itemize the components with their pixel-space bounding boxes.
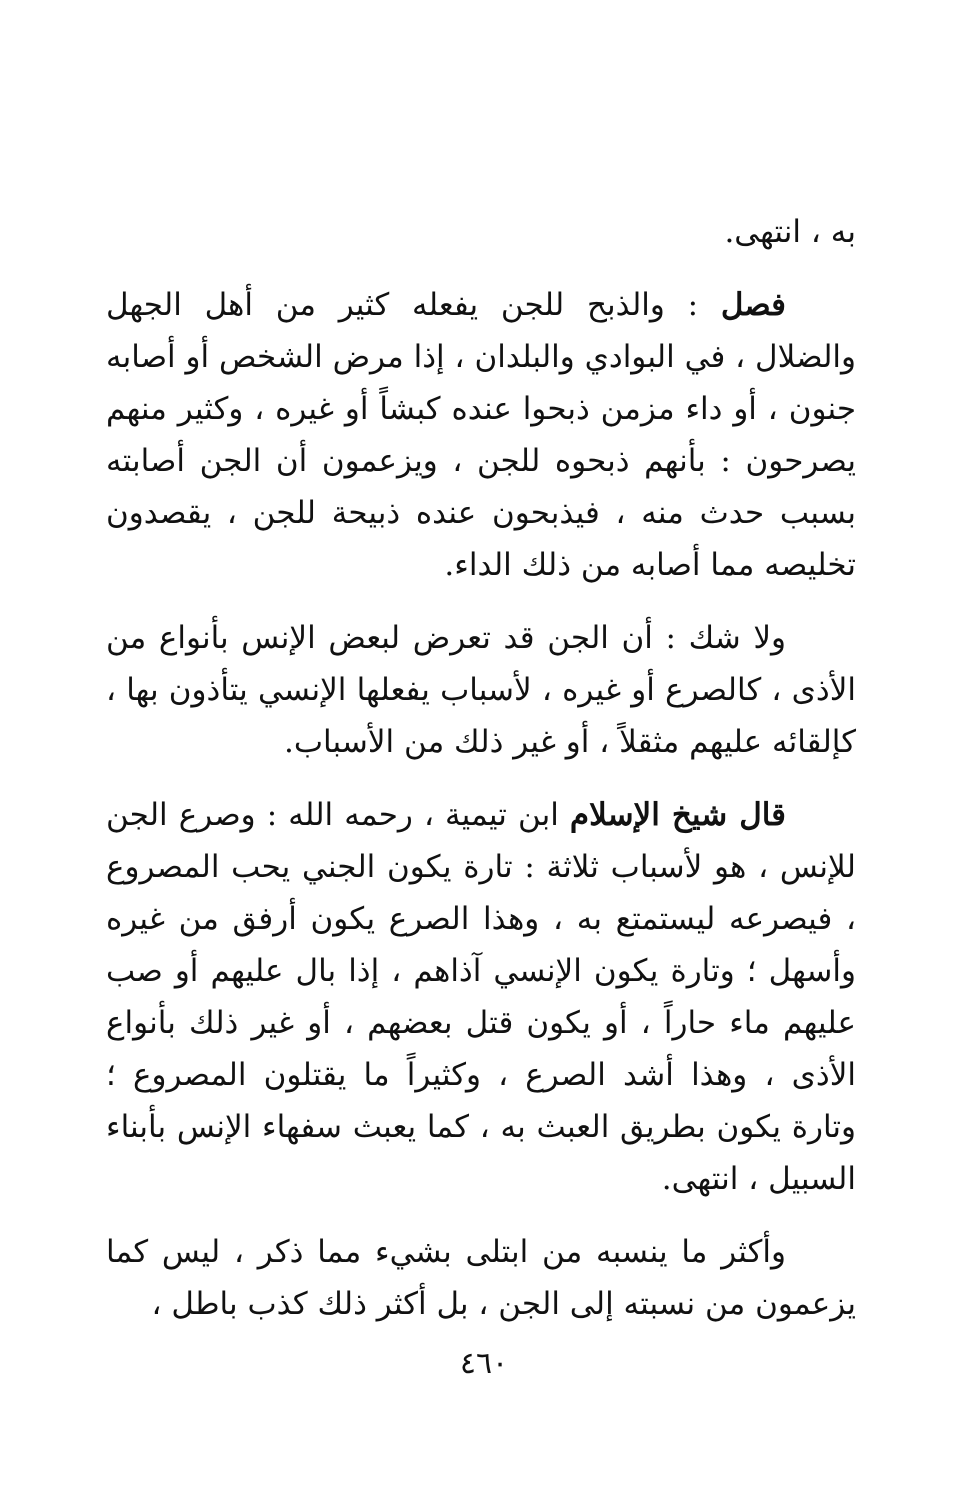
paragraph-text: به ، انتهى. <box>724 214 856 250</box>
paragraph-heading: قال شيخ الإسلام <box>569 797 786 833</box>
page-number: ٤٦٠ <box>459 1346 509 1381</box>
paragraph-ibn-taymiyyah-quote <box>106 789 856 1205</box>
paragraph-text: وأكثر ما ينسبه من ابتلى بشيء مما ذكر ، ليس كما يزعمون من نسبته إلى الجن ، بل أكثر ذلك كذب باطل ، <box>106 1234 856 1322</box>
paragraph-no-doubt <box>106 612 856 768</box>
paragraph-heading: فصل <box>720 287 786 323</box>
paragraph-continuation <box>106 206 856 258</box>
paragraph-most-attributed <box>106 1226 856 1330</box>
paragraph-text: : والذبح للجن يفعله كثير من أهل الجهل والضلال ، في البوادي والبلدان ، إذا مرض الشخص أو أصابه جنون ، أو داء مزمن ذبحوا عنده كبشاً أو غيره ، وكثير منهم يصرحون : بأنهم ذبحوه للجن ، ويزعمون أن الجن أصابته بسبب حدث منه ، فيذبحون عنده ذبيحة للجن ، يقصدون تخليصه مما أصابه من ذلك الداء. <box>106 287 856 583</box>
paragraph-text: ولا شك : أن الجن قد تعرض لبعض الإنس بأنواع من الأذى ، كالصرع أو غيره ، لأسباب يفعلها الإنسي يتأذون بها ، كإلقائه عليهم مثقلاً ، أو غير ذلك من الأسباب. <box>106 620 856 760</box>
paragraph-fasl <box>106 279 856 591</box>
paragraph-text: ابن تيمية ، رحمه الله : وصرع الجن للإنس ، هو لأسباب ثلاثة : تارة يكون الجني يحب المصروع ، فيصرعه ليستمتع به ، وهذا الصرع يكون أرفق من غيره وأسهل ؛ وتارة يكون الإنسي آذاهم ، إذا بال عليهم أو صب عليهم ماء حاراً ، أو يكون قتل بعضهم ، أو غير ذلك بأنواع الأذى ، وهذا أشد الصرع ، وكثيراً ما يقتلون المصروع ؛ وتارة يكون بطريق العبث به ، كما يعبث سفهاء الإنس بأبناء السبيل ، انتهى. <box>106 797 856 1197</box>
page-body <box>106 206 856 1351</box>
